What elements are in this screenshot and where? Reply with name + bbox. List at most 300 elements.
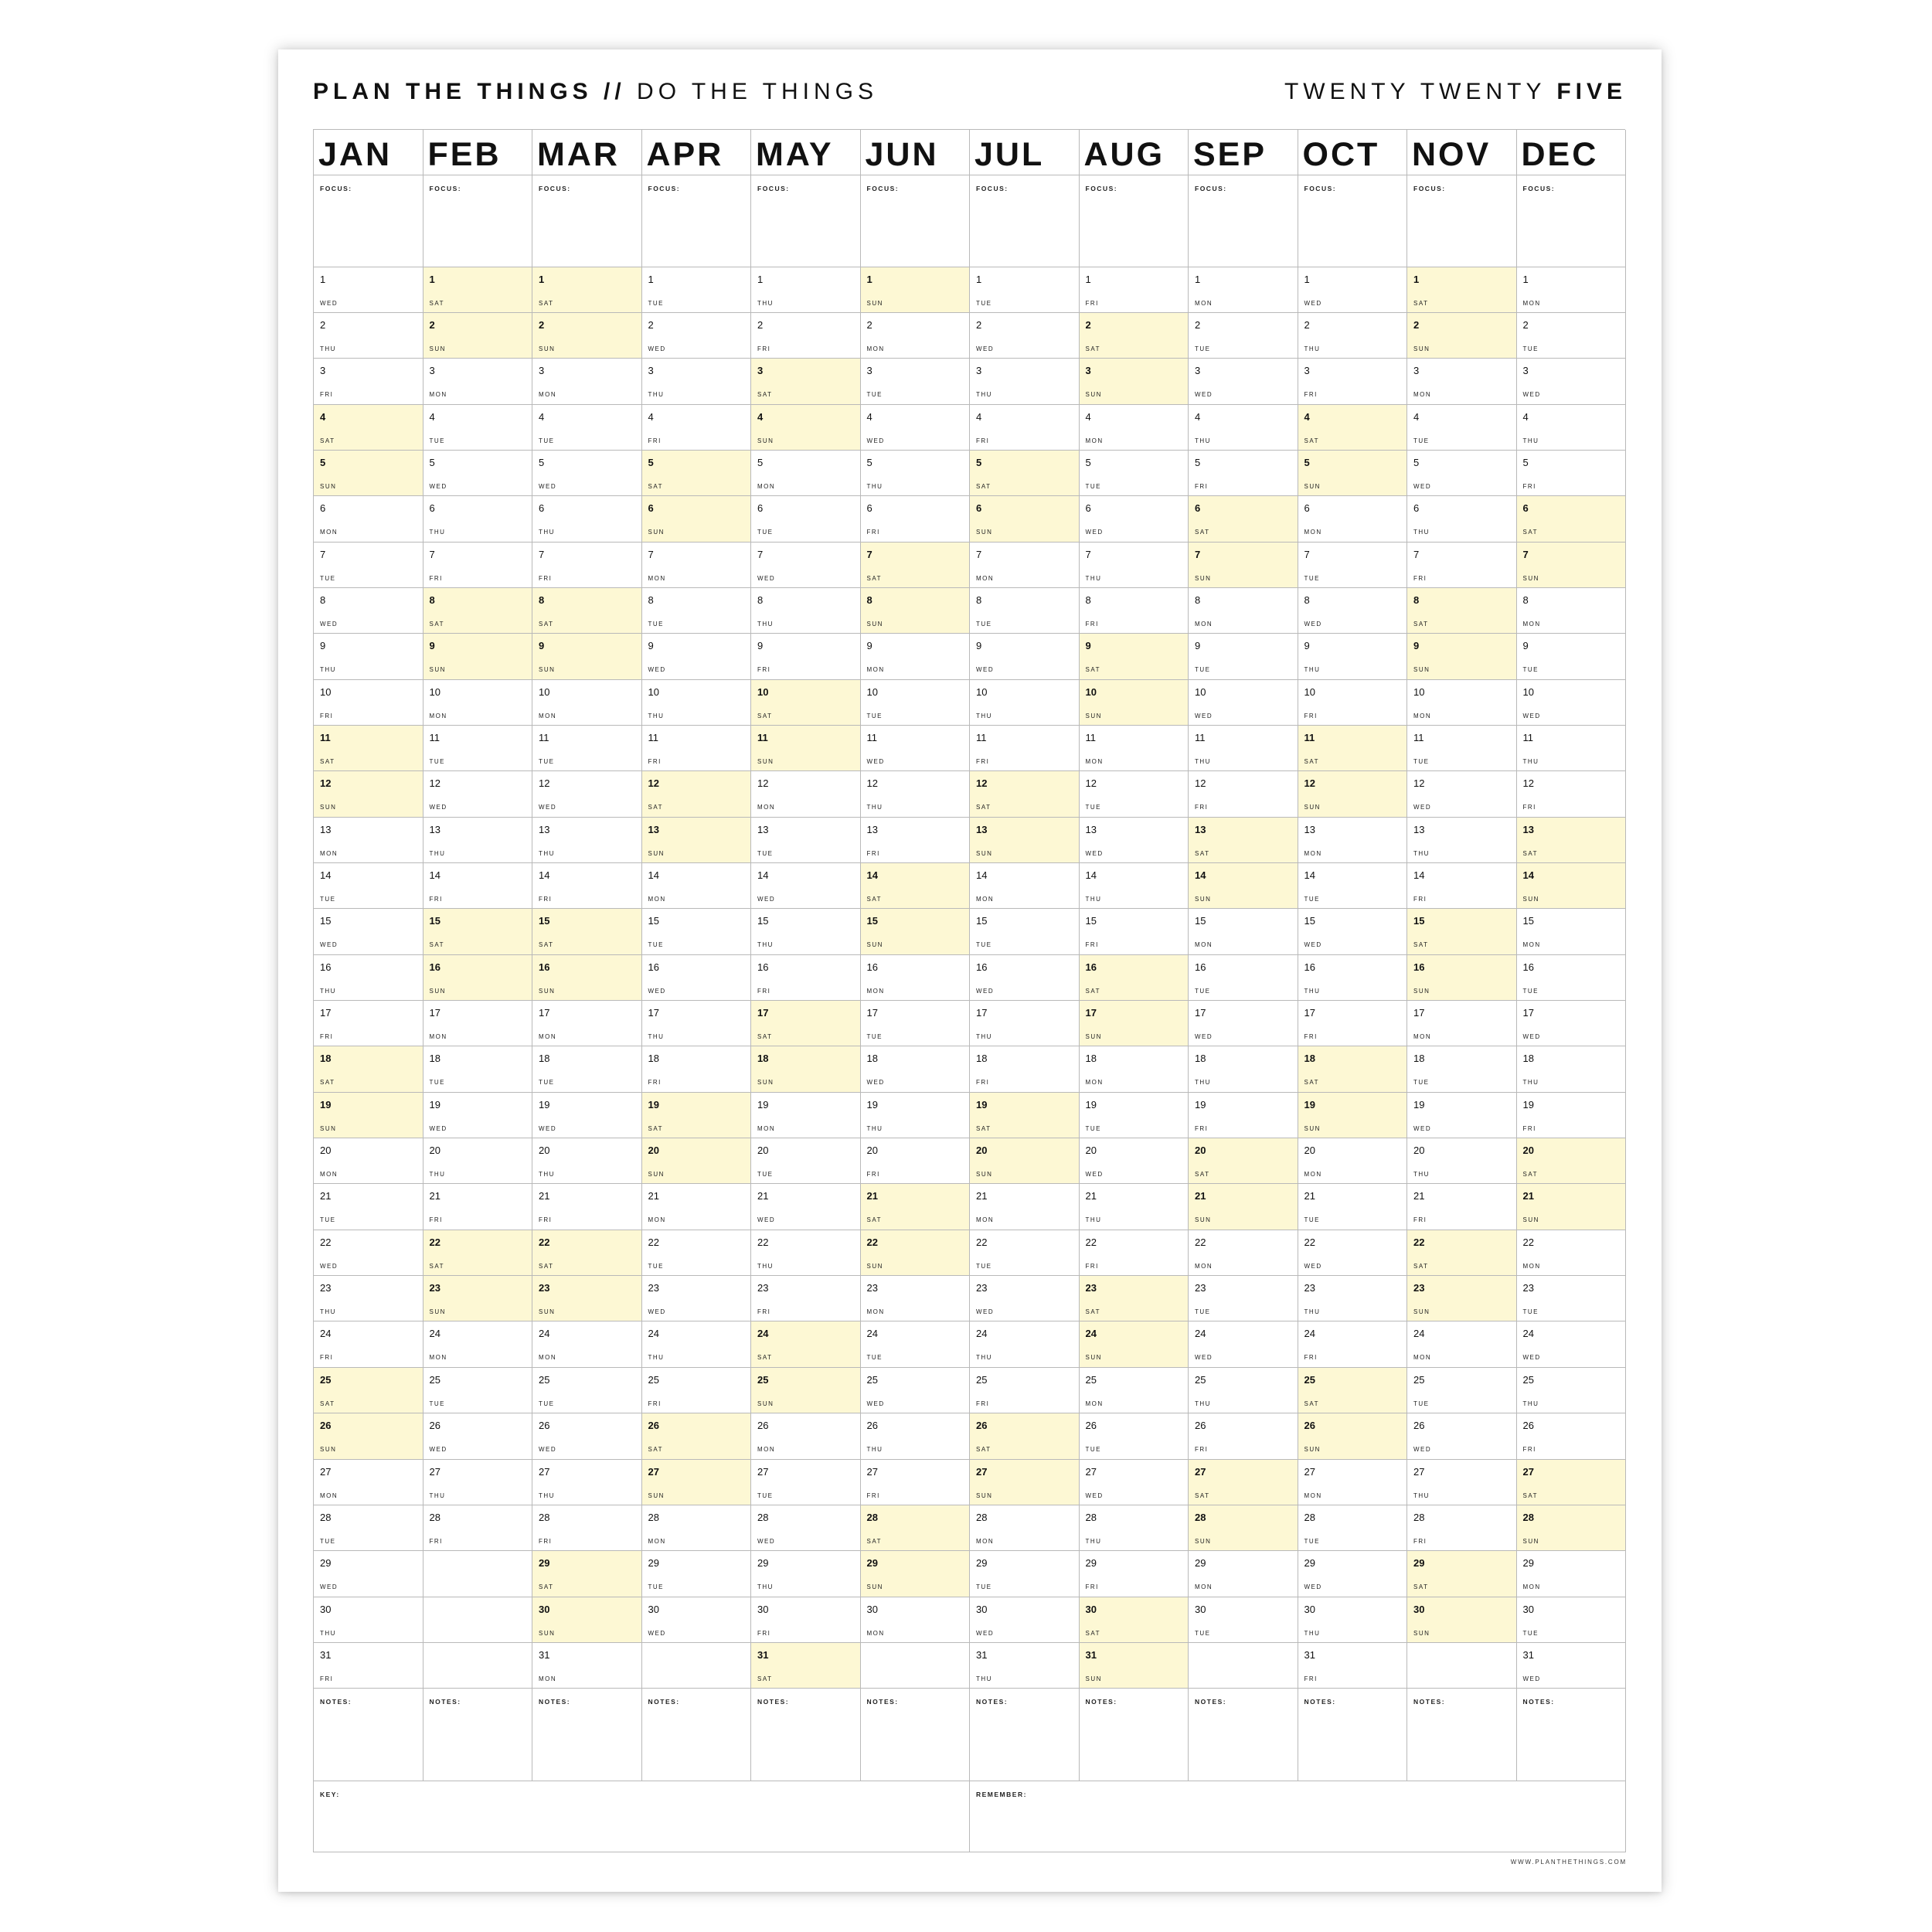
day-cell[interactable] (314, 1460, 423, 1505)
day-cell[interactable] (861, 1597, 971, 1643)
day-cell[interactable] (861, 1505, 971, 1551)
day-cell[interactable] (1189, 680, 1298, 726)
day-cell[interactable] (1407, 1276, 1517, 1321)
notes-box[interactable] (861, 1689, 971, 1781)
notes-box[interactable] (642, 1689, 752, 1781)
day-cell[interactable] (314, 1093, 423, 1138)
day-cell[interactable] (861, 451, 971, 496)
day-cell[interactable] (1189, 818, 1298, 863)
day-cell[interactable] (642, 634, 752, 679)
day-cell[interactable] (532, 1505, 642, 1551)
day-cell[interactable] (1517, 771, 1627, 817)
focus-box[interactable] (970, 175, 1080, 267)
day-cell[interactable] (423, 359, 533, 404)
day-cell[interactable] (1080, 909, 1189, 954)
day-cell[interactable] (1080, 1460, 1189, 1505)
day-cell[interactable] (314, 634, 423, 679)
day-cell[interactable] (1407, 955, 1517, 1001)
day-cell[interactable] (751, 359, 861, 404)
day-cell[interactable] (1517, 1413, 1627, 1459)
day-cell[interactable] (1189, 496, 1298, 542)
focus-box[interactable] (751, 175, 861, 267)
day-cell[interactable] (1407, 1093, 1517, 1138)
day-cell[interactable] (1298, 680, 1408, 726)
day-cell[interactable] (970, 451, 1080, 496)
day-cell[interactable] (1189, 1093, 1298, 1138)
notes-box[interactable] (1407, 1689, 1517, 1781)
day-cell[interactable] (1080, 588, 1189, 634)
day-cell[interactable] (1189, 1551, 1298, 1597)
day-cell[interactable] (532, 267, 642, 313)
day-cell[interactable] (1189, 955, 1298, 1001)
day-cell[interactable] (314, 405, 423, 451)
day-cell[interactable] (1080, 1413, 1189, 1459)
day-cell[interactable] (1407, 1413, 1517, 1459)
day-cell[interactable] (1298, 1138, 1408, 1184)
day-cell[interactable] (642, 1138, 752, 1184)
day-cell[interactable] (1517, 726, 1627, 771)
day-cell[interactable] (970, 680, 1080, 726)
day-cell[interactable] (423, 771, 533, 817)
day-cell[interactable] (1189, 1368, 1298, 1413)
day-cell[interactable] (1189, 1597, 1298, 1643)
day-cell[interactable] (970, 1093, 1080, 1138)
day-cell[interactable] (423, 313, 533, 359)
day-cell[interactable] (1517, 1230, 1627, 1276)
day-cell[interactable] (1517, 1551, 1627, 1597)
day-cell[interactable] (1517, 313, 1627, 359)
day-cell[interactable] (314, 1505, 423, 1551)
day-cell[interactable] (314, 1551, 423, 1597)
day-cell[interactable] (423, 1138, 533, 1184)
day-cell[interactable] (861, 543, 971, 588)
day-cell[interactable] (642, 1093, 752, 1138)
day-cell[interactable] (970, 1643, 1080, 1689)
day-cell[interactable] (642, 1321, 752, 1367)
day-cell[interactable] (1517, 267, 1627, 313)
day-cell[interactable] (970, 1551, 1080, 1597)
day-cell[interactable] (1298, 771, 1408, 817)
day-cell[interactable] (314, 1001, 423, 1046)
day-cell[interactable] (1189, 1230, 1298, 1276)
day-cell[interactable] (1517, 818, 1627, 863)
day-cell[interactable] (314, 267, 423, 313)
day-cell[interactable] (1080, 818, 1189, 863)
day-cell[interactable] (1407, 451, 1517, 496)
day-cell[interactable] (532, 1368, 642, 1413)
day-cell[interactable] (1080, 955, 1189, 1001)
day-cell[interactable] (314, 680, 423, 726)
day-cell[interactable] (423, 818, 533, 863)
key-box[interactable] (314, 1781, 970, 1852)
day-cell[interactable] (1080, 543, 1189, 588)
day-cell[interactable] (751, 496, 861, 542)
day-cell[interactable] (314, 451, 423, 496)
day-cell[interactable] (751, 588, 861, 634)
focus-box[interactable] (314, 175, 423, 267)
day-cell[interactable] (1080, 405, 1189, 451)
day-cell[interactable] (314, 1046, 423, 1092)
day-cell[interactable] (1080, 863, 1189, 909)
day-cell[interactable] (1407, 863, 1517, 909)
day-cell[interactable] (1407, 588, 1517, 634)
day-cell[interactable] (1517, 634, 1627, 679)
day-cell[interactable] (314, 1643, 423, 1689)
day-cell[interactable] (532, 634, 642, 679)
day-cell[interactable] (1080, 1597, 1189, 1643)
day-cell[interactable] (1407, 1138, 1517, 1184)
day-cell[interactable] (532, 359, 642, 404)
day-cell[interactable] (1407, 496, 1517, 542)
day-cell[interactable] (1298, 451, 1408, 496)
day-cell[interactable] (970, 818, 1080, 863)
day-cell[interactable] (970, 405, 1080, 451)
day-cell[interactable] (423, 588, 533, 634)
notes-box[interactable] (423, 1689, 533, 1781)
day-cell[interactable] (423, 1321, 533, 1367)
day-cell[interactable] (970, 496, 1080, 542)
day-cell[interactable] (751, 818, 861, 863)
day-cell[interactable] (1407, 1046, 1517, 1092)
day-cell[interactable] (1298, 496, 1408, 542)
day-cell[interactable] (970, 313, 1080, 359)
day-cell[interactable] (861, 359, 971, 404)
notes-box[interactable] (1517, 1689, 1627, 1781)
day-cell[interactable] (1189, 359, 1298, 404)
day-cell[interactable] (532, 1184, 642, 1230)
day-cell[interactable] (532, 818, 642, 863)
day-cell[interactable] (1407, 818, 1517, 863)
day-cell[interactable] (861, 1460, 971, 1505)
day-cell[interactable] (423, 1230, 533, 1276)
day-cell[interactable] (1407, 680, 1517, 726)
day-cell[interactable] (532, 1643, 642, 1689)
day-cell[interactable] (970, 1505, 1080, 1551)
day-cell[interactable] (314, 863, 423, 909)
day-cell[interactable] (1407, 726, 1517, 771)
day-cell[interactable] (751, 771, 861, 817)
day-cell[interactable] (970, 726, 1080, 771)
day-cell[interactable] (751, 543, 861, 588)
day-cell[interactable] (751, 1551, 861, 1597)
day-cell[interactable] (642, 726, 752, 771)
day-cell[interactable] (1517, 451, 1627, 496)
day-cell[interactable] (751, 1368, 861, 1413)
day-cell[interactable] (423, 451, 533, 496)
day-cell[interactable] (1189, 405, 1298, 451)
day-cell[interactable] (1189, 1046, 1298, 1092)
day-cell[interactable] (1189, 1276, 1298, 1321)
day-cell[interactable] (1298, 313, 1408, 359)
day-cell[interactable] (1080, 1368, 1189, 1413)
day-cell[interactable] (861, 771, 971, 817)
day-cell[interactable] (970, 267, 1080, 313)
day-cell[interactable] (1298, 863, 1408, 909)
day-cell[interactable] (751, 405, 861, 451)
day-cell[interactable] (642, 1046, 752, 1092)
day-cell[interactable] (1517, 909, 1627, 954)
day-cell[interactable] (1517, 1046, 1627, 1092)
day-cell[interactable] (1080, 1551, 1189, 1597)
day-cell[interactable] (314, 543, 423, 588)
day-cell[interactable] (642, 818, 752, 863)
day-cell[interactable] (1189, 1321, 1298, 1367)
day-cell[interactable] (1298, 1413, 1408, 1459)
day-cell[interactable] (642, 1230, 752, 1276)
day-cell[interactable] (1189, 726, 1298, 771)
day-cell[interactable] (970, 1184, 1080, 1230)
day-cell[interactable] (642, 451, 752, 496)
day-cell[interactable] (970, 909, 1080, 954)
focus-box[interactable] (1517, 175, 1627, 267)
day-cell[interactable] (642, 267, 752, 313)
day-cell[interactable] (1407, 1184, 1517, 1230)
day-cell[interactable] (1517, 1368, 1627, 1413)
day-cell[interactable] (1407, 1551, 1517, 1597)
day-cell[interactable] (1517, 680, 1627, 726)
day-cell[interactable] (642, 680, 752, 726)
day-cell[interactable] (642, 1460, 752, 1505)
day-cell[interactable] (861, 818, 971, 863)
day-cell[interactable] (1080, 726, 1189, 771)
day-cell[interactable] (642, 955, 752, 1001)
day-cell[interactable] (314, 1230, 423, 1276)
day-cell[interactable] (861, 496, 971, 542)
day-cell[interactable] (1189, 1001, 1298, 1046)
day-cell[interactable] (1407, 909, 1517, 954)
day-cell[interactable] (1517, 543, 1627, 588)
day-cell[interactable] (970, 543, 1080, 588)
day-cell[interactable] (1298, 1643, 1408, 1689)
day-cell[interactable] (751, 1505, 861, 1551)
day-cell[interactable] (314, 1276, 423, 1321)
day-cell[interactable] (751, 955, 861, 1001)
day-cell[interactable] (532, 451, 642, 496)
notes-box[interactable] (314, 1689, 423, 1781)
day-cell[interactable] (423, 405, 533, 451)
day-cell[interactable] (970, 1597, 1080, 1643)
day-cell[interactable] (1298, 267, 1408, 313)
focus-box[interactable] (532, 175, 642, 267)
day-cell[interactable] (1298, 1230, 1408, 1276)
day-cell[interactable] (423, 543, 533, 588)
day-cell[interactable] (642, 1276, 752, 1321)
day-cell[interactable] (1189, 909, 1298, 954)
day-cell[interactable] (1080, 1321, 1189, 1367)
day-cell[interactable] (1517, 359, 1627, 404)
day-cell[interactable] (1517, 1138, 1627, 1184)
day-cell[interactable] (532, 1276, 642, 1321)
day-cell[interactable] (861, 634, 971, 679)
day-cell[interactable] (314, 1138, 423, 1184)
day-cell[interactable] (532, 863, 642, 909)
day-cell[interactable] (1517, 588, 1627, 634)
day-cell[interactable] (861, 1093, 971, 1138)
day-cell[interactable] (532, 909, 642, 954)
day-cell[interactable] (751, 1138, 861, 1184)
day-cell[interactable] (861, 1184, 971, 1230)
day-cell[interactable] (1298, 726, 1408, 771)
day-cell[interactable] (1517, 955, 1627, 1001)
day-cell[interactable] (423, 496, 533, 542)
day-cell[interactable] (1189, 863, 1298, 909)
day-cell[interactable] (314, 359, 423, 404)
day-cell[interactable] (532, 1551, 642, 1597)
day-cell[interactable] (970, 771, 1080, 817)
focus-box[interactable] (642, 175, 752, 267)
day-cell[interactable] (314, 818, 423, 863)
day-cell[interactable] (532, 588, 642, 634)
focus-box[interactable] (1407, 175, 1517, 267)
day-cell[interactable] (970, 955, 1080, 1001)
day-cell[interactable] (532, 405, 642, 451)
day-cell[interactable] (1407, 634, 1517, 679)
day-cell[interactable] (532, 771, 642, 817)
day-cell[interactable] (423, 1001, 533, 1046)
day-cell[interactable] (423, 1413, 533, 1459)
day-cell[interactable] (751, 680, 861, 726)
day-cell[interactable] (1517, 1276, 1627, 1321)
day-cell[interactable] (532, 1321, 642, 1367)
day-cell[interactable] (642, 863, 752, 909)
day-cell[interactable] (1080, 451, 1189, 496)
day-cell[interactable] (642, 588, 752, 634)
day-cell[interactable] (532, 543, 642, 588)
day-cell[interactable] (751, 863, 861, 909)
day-cell[interactable] (1080, 1505, 1189, 1551)
day-cell[interactable] (1407, 771, 1517, 817)
day-cell[interactable] (532, 1460, 642, 1505)
day-cell[interactable] (1517, 1460, 1627, 1505)
day-cell[interactable] (1080, 1046, 1189, 1092)
notes-box[interactable] (1298, 1689, 1408, 1781)
day-cell[interactable] (861, 405, 971, 451)
day-cell[interactable] (1517, 1597, 1627, 1643)
day-cell[interactable] (642, 1505, 752, 1551)
day-cell[interactable] (1080, 267, 1189, 313)
day-cell[interactable] (1407, 1597, 1517, 1643)
day-cell[interactable] (751, 1093, 861, 1138)
day-cell[interactable] (642, 1551, 752, 1597)
day-cell[interactable] (970, 1046, 1080, 1092)
day-cell[interactable] (314, 771, 423, 817)
day-cell[interactable] (423, 726, 533, 771)
day-cell[interactable] (532, 1413, 642, 1459)
day-cell[interactable] (423, 680, 533, 726)
day-cell[interactable] (970, 634, 1080, 679)
day-cell[interactable] (532, 496, 642, 542)
day-cell[interactable] (1298, 634, 1408, 679)
day-cell[interactable] (1407, 1368, 1517, 1413)
day-cell[interactable] (423, 863, 533, 909)
day-cell[interactable] (751, 1321, 861, 1367)
day-cell[interactable] (642, 909, 752, 954)
day-cell[interactable] (1517, 405, 1627, 451)
focus-box[interactable] (1189, 175, 1298, 267)
day-cell[interactable] (314, 909, 423, 954)
day-cell[interactable] (1080, 1184, 1189, 1230)
day-cell[interactable] (1189, 1460, 1298, 1505)
day-cell[interactable] (1189, 634, 1298, 679)
day-cell[interactable] (751, 1413, 861, 1459)
day-cell[interactable] (861, 1276, 971, 1321)
day-cell[interactable] (532, 313, 642, 359)
notes-box[interactable] (970, 1689, 1080, 1781)
day-cell[interactable] (751, 634, 861, 679)
day-cell[interactable] (861, 1551, 971, 1597)
day-cell[interactable] (970, 1001, 1080, 1046)
day-cell[interactable] (314, 313, 423, 359)
focus-box[interactable] (861, 175, 971, 267)
day-cell[interactable] (423, 1460, 533, 1505)
day-cell[interactable] (1517, 496, 1627, 542)
day-cell[interactable] (1407, 1001, 1517, 1046)
notes-box[interactable] (751, 1689, 861, 1781)
day-cell[interactable] (1517, 863, 1627, 909)
day-cell[interactable] (1080, 1001, 1189, 1046)
day-cell[interactable] (423, 634, 533, 679)
day-cell[interactable] (861, 909, 971, 954)
notes-box[interactable] (1080, 1689, 1189, 1781)
day-cell[interactable] (1189, 1184, 1298, 1230)
day-cell[interactable] (861, 588, 971, 634)
day-cell[interactable] (314, 1597, 423, 1643)
day-cell[interactable] (1298, 543, 1408, 588)
day-cell[interactable] (970, 588, 1080, 634)
day-cell[interactable] (751, 267, 861, 313)
day-cell[interactable] (642, 1597, 752, 1643)
day-cell[interactable] (970, 1368, 1080, 1413)
day-cell[interactable] (423, 1276, 533, 1321)
focus-box[interactable] (1080, 175, 1189, 267)
day-cell[interactable] (1298, 1184, 1408, 1230)
day-cell[interactable] (1080, 771, 1189, 817)
day-cell[interactable] (1407, 1321, 1517, 1367)
day-cell[interactable] (1407, 1230, 1517, 1276)
day-cell[interactable] (1298, 909, 1408, 954)
day-cell[interactable] (423, 1093, 533, 1138)
day-cell[interactable] (1517, 1184, 1627, 1230)
day-cell[interactable] (970, 1138, 1080, 1184)
remember-box[interactable] (970, 1781, 1626, 1852)
day-cell[interactable] (1189, 1413, 1298, 1459)
day-cell[interactable] (751, 1046, 861, 1092)
day-cell[interactable] (423, 1046, 533, 1092)
day-cell[interactable] (1080, 1093, 1189, 1138)
day-cell[interactable] (314, 1413, 423, 1459)
day-cell[interactable] (751, 726, 861, 771)
day-cell[interactable] (314, 496, 423, 542)
day-cell[interactable] (751, 1643, 861, 1689)
day-cell[interactable] (751, 1276, 861, 1321)
day-cell[interactable] (1189, 771, 1298, 817)
day-cell[interactable] (861, 1046, 971, 1092)
day-cell[interactable] (861, 1230, 971, 1276)
day-cell[interactable] (861, 680, 971, 726)
day-cell[interactable] (423, 909, 533, 954)
day-cell[interactable] (861, 1001, 971, 1046)
day-cell[interactable] (1189, 1505, 1298, 1551)
day-cell[interactable] (532, 1138, 642, 1184)
day-cell[interactable] (1080, 1276, 1189, 1321)
day-cell[interactable] (1407, 1505, 1517, 1551)
day-cell[interactable] (1517, 1321, 1627, 1367)
day-cell[interactable] (970, 1276, 1080, 1321)
day-cell[interactable] (1298, 359, 1408, 404)
day-cell[interactable] (970, 1321, 1080, 1367)
focus-box[interactable] (423, 175, 533, 267)
day-cell[interactable] (861, 726, 971, 771)
